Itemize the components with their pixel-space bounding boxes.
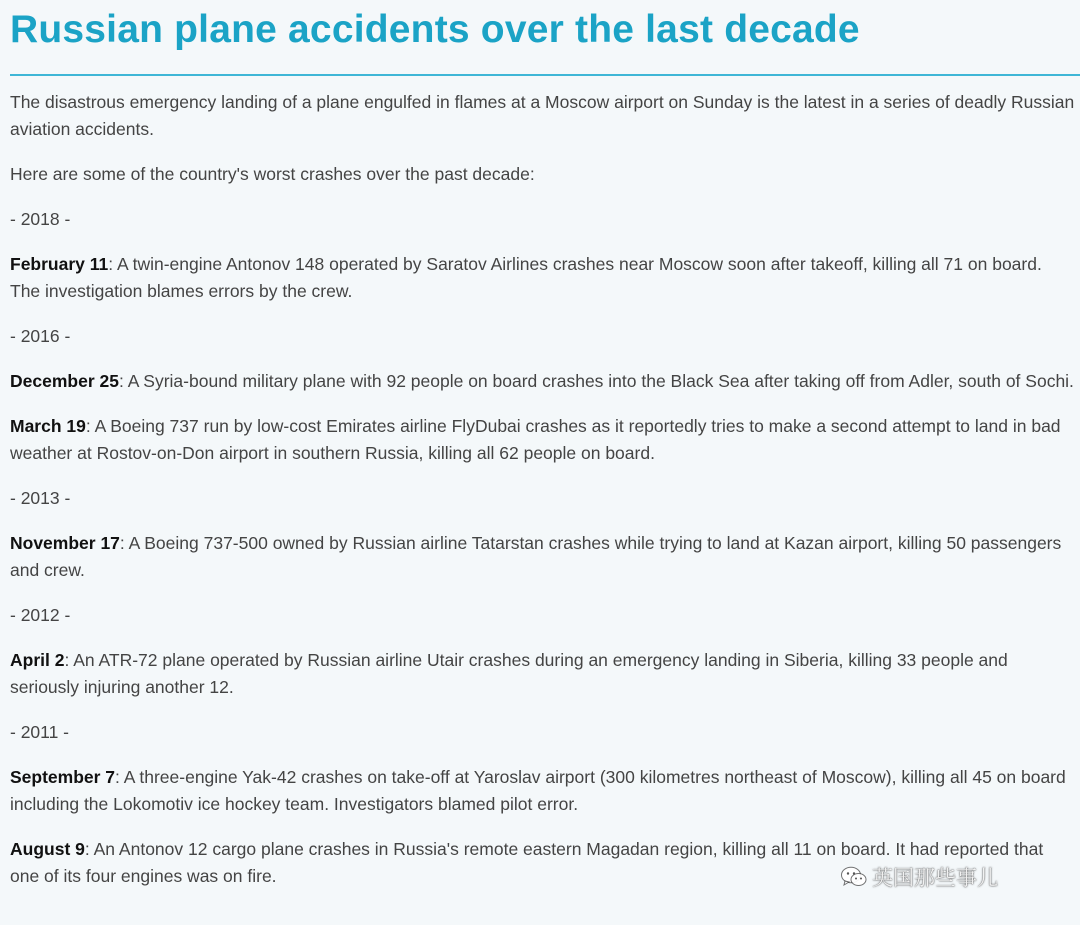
year-heading: - 2016 -	[10, 326, 71, 346]
entry-date: December 25	[10, 371, 119, 391]
entry-date: September 7	[10, 767, 116, 787]
crash-entry	[10, 368, 1076, 395]
article-title: Russian plane accidents over the last decade	[10, 8, 860, 51]
entry-date: August 9	[10, 839, 85, 859]
crash-entry	[10, 836, 1076, 890]
entry-date: March 19	[10, 416, 86, 436]
entry-text: : A Boeing 737-500 owned by Russian airline Tatarstan crashes while trying to land at Kazan airport, killing 50 passengers and crew.	[10, 533, 1062, 580]
intro-paragraph: The disastrous emergency landing of a plane engulfed in flames at a Moscow airport on Sunday is the latest in a series of deadly Russian aviation accidents.	[10, 92, 1075, 139]
year-heading: - 2018 -	[10, 209, 71, 229]
entry-text: : A twin-engine Antonov 148 operated by Saratov Airlines crashes near Moscow soon after takeoff, killing all 71 on board. The investigation blames errors by the crew.	[10, 254, 1042, 301]
crash-entry	[10, 764, 1076, 818]
entry-text: : A Boeing 737 run by low-cost Emirates airline FlyDubai crashes as it reportedly tries to make a second attempt to land in bad weather at Rostov-on-Don airport in southern Russia, killing all 62 people on board.	[10, 416, 1061, 463]
crash-entry	[10, 647, 1076, 701]
entry-date: February 11	[10, 254, 109, 274]
entry-date: April 2	[10, 650, 65, 670]
entry-date: November 17	[10, 533, 120, 553]
title-divider	[10, 74, 1080, 76]
watermark-text: 英国那些事儿	[872, 867, 998, 890]
crash-entry	[10, 413, 1076, 467]
crash-entry	[10, 530, 1076, 584]
entry-text: : A Syria-bound military plane with 92 people on board crashes into the Black Sea after taking off from Adler, south of Sochi.	[118, 371, 1074, 391]
entry-text: : An ATR-72 plane operated by Russian airline Utair crashes during an emergency landing in Siberia, killing 33 people and seriously injuring another 12.	[10, 650, 1008, 697]
year-heading: - 2013 -	[10, 488, 71, 508]
year-heading: - 2011 -	[10, 722, 70, 742]
lead-paragraph: Here are some of the country's worst crashes over the past decade:	[10, 164, 535, 184]
article-body	[10, 89, 1076, 908]
year-heading: - 2012 -	[10, 605, 71, 625]
entry-text: : An Antonov 12 cargo plane crashes in Russia's remote eastern Magadan region, killing all 11 on board. It had reported that one of its four engines was on fire.	[10, 839, 1044, 886]
crash-entry	[10, 251, 1076, 305]
entry-text: : A three-engine Yak-42 crashes on take-off at Yaroslav airport (300 kilometres northeast of Moscow), killing all 45 on board including the Lokomotiv ice hockey team. Investigators blamed pilot error.	[10, 767, 1066, 814]
